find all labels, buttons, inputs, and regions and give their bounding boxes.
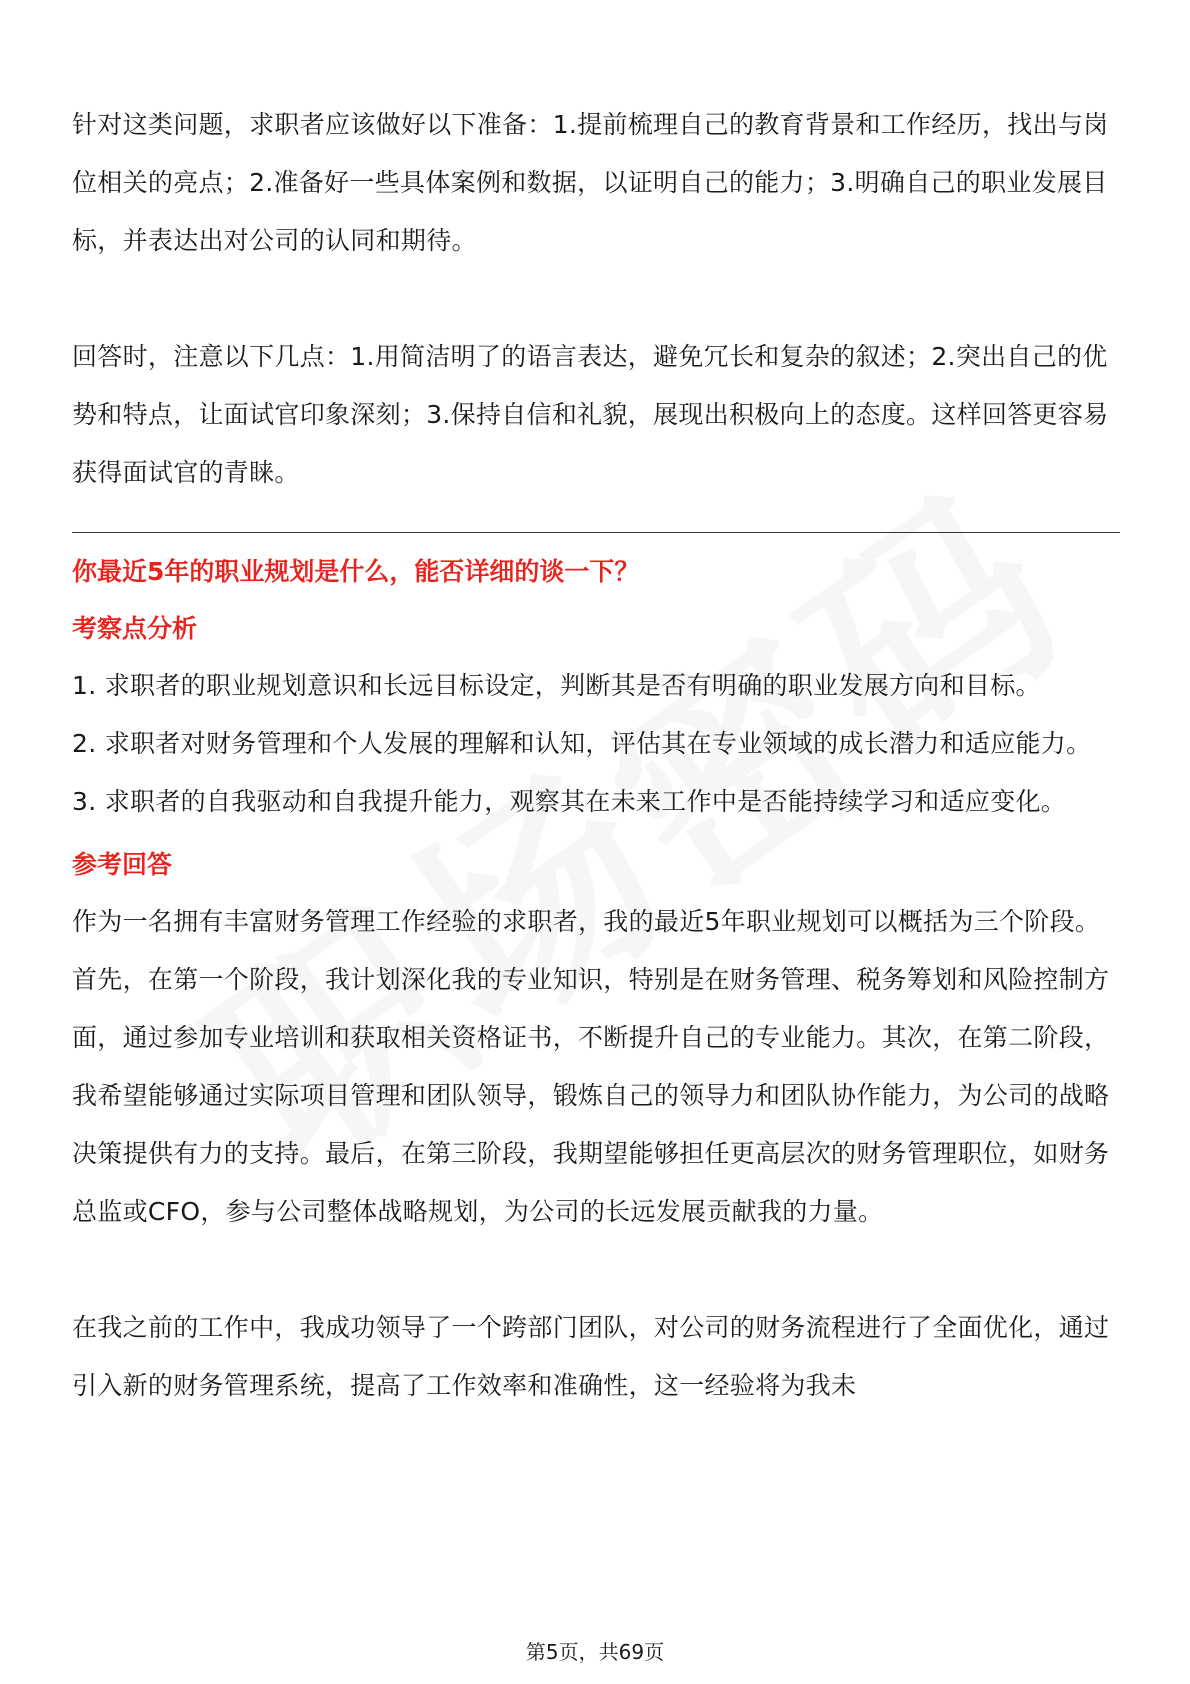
paragraph-gap bbox=[72, 1241, 1120, 1299]
intro-paragraph-preparation: 针对这类问题，求职者应该做好以下准备：1.提前梳理自己的教育背景和工作经历，找出与岗位相关的亮点；2.准备好一些具体案例和数据，以证明自己的能力；3.明确自己的职业发展目标，并表达出对公司的认同和期待。 bbox=[72, 110, 1109, 255]
answer-paragraph-2: 在我之前的工作中，我成功领导了一个跨部门团队，对公司的财务流程进行了全面优化，通过引入新的财务管理系统，提高了工作效率和准确性，这一经验将为我未 bbox=[72, 1313, 1110, 1400]
section-divider bbox=[72, 532, 1120, 533]
answer-paragraph-1: 作为一名拥有丰富财务管理工作经验的求职者，我的最近5年职业规划可以概括为三个阶段。首先，在第一个阶段，我计划深化我的专业知识，特别是在财务管理、税务筹划和风险控制方面，通过参加专业培训和获取相关资格证书，不断提升自己的专业能力。其次，在第二阶段，我希望能够通过实际项目管理和团队领导，锻炼自己的领导力和团队协作能力，为公司的战略决策提供有力的支持。最后，在第三阶段，我期望能够担任更高层次的财务管理职位，如财务总监或CFO，参与公司整体战略规划，为公司的长远发展贡献我的力量。 bbox=[72, 907, 1110, 1226]
paragraph-gap bbox=[72, 270, 1120, 328]
analysis-heading: 考察点分析 bbox=[72, 614, 198, 643]
analysis-item-1: 1. 求职者的职业规划意识和长远目标设定，判断其是否有明确的职业发展方向和目标。 bbox=[72, 671, 1041, 700]
document-page bbox=[72, 96, 1120, 1415]
question-title: 你最近5年的职业规划是什么，能否详细的谈一下？ bbox=[72, 557, 640, 586]
analysis-item-2: 2. 求职者对财务管理和个人发展的理解和认知，评估其在专业领域的成长潜力和适应能力。 bbox=[72, 729, 1092, 758]
page-indicator: 第5页，共69页 bbox=[525, 1640, 665, 1664]
analysis-item-3: 3. 求职者的自我驱动和自我提升能力，观察其在未来工作中是否能持续学习和适应变化。 bbox=[72, 787, 1067, 816]
answer-heading: 参考回答 bbox=[72, 850, 173, 879]
intro-paragraph-tips: 回答时，注意以下几点：1.用简洁明了的语言表达，避免冗长和复杂的叙述；2.突出自己的优势和特点，让面试官印象深刻；3.保持自信和礼貌，展现出积极向上的态度。这样回答更容易获得面试官的青睐。 bbox=[72, 342, 1109, 487]
